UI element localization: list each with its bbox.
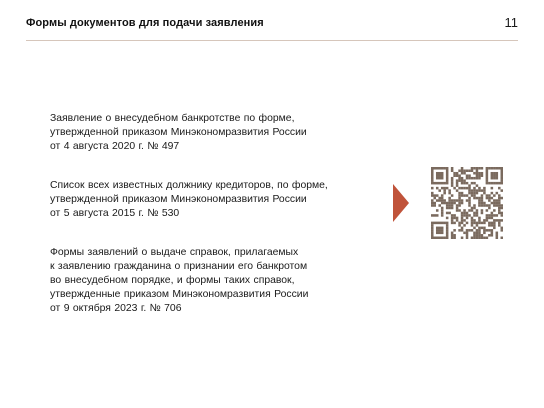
header-divider [26,40,518,41]
qr-code-icon[interactable] [431,167,503,239]
arrow-right-icon [393,184,409,222]
document-item: Формы заявлений о выдаче справок, прилагаемых к заявлению гражданина о признании его банкротом во внесудебном порядке, и формы таких справок, утвержденные приказом Минэкономразвития России от 9 октября 2023 г. № 706 [50,247,309,314]
slide-header [26,14,518,36]
page-number: 11 [504,15,518,30]
document-item: Список всех известных должнику кредиторов, по форме, утвержденной приказом Минэкономразвития России от 5 августа 2015 г. № 530 [50,180,328,219]
document-item: Заявление о внесудебном банкротстве по форме, утвержденной приказом Минэкономразвития России от 4 августа 2020 г. № 497 [50,113,307,152]
slide-title: Формы документов для подачи заявления [26,17,264,29]
